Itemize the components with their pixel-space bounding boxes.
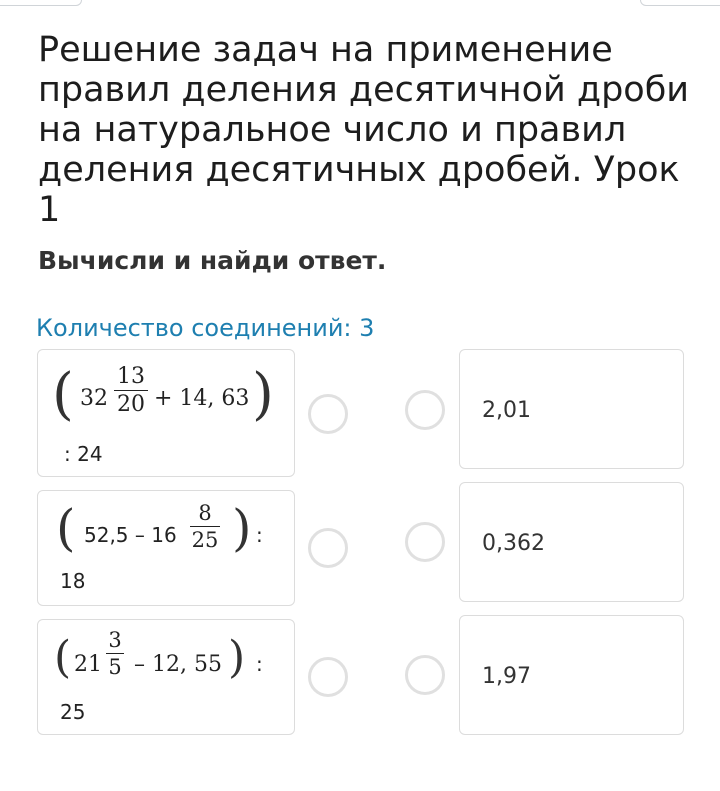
- expression-divisor: 18: [60, 569, 86, 593]
- fraction-numerator: 8: [198, 501, 212, 525]
- open-paren: (: [52, 362, 74, 427]
- open-paren: (: [56, 499, 76, 557]
- fraction-denominator: 25: [191, 528, 219, 552]
- fraction-bar: [190, 526, 220, 527]
- mixed-whole: 32: [80, 386, 108, 411]
- left-connector-3[interactable]: [308, 657, 348, 697]
- fraction: [190, 501, 220, 552]
- division-colon: :: [256, 523, 263, 547]
- answer-value: 1,97: [482, 664, 531, 689]
- fraction-bar: [106, 653, 124, 654]
- close-paren: ): [232, 499, 252, 557]
- division-colon: :: [256, 652, 263, 676]
- top-edge: [0, 0, 720, 8]
- answer-card-2[interactable]: [459, 482, 684, 602]
- expression-card-1[interactable]: [37, 349, 295, 477]
- left-connector-1[interactable]: [308, 394, 348, 434]
- connections-count: Количество соединений: 3: [36, 314, 375, 342]
- fraction-bar: [114, 390, 148, 391]
- answer-card-1[interactable]: [459, 349, 684, 469]
- fraction-numerator: 3: [108, 628, 122, 652]
- right-connector-3[interactable]: [405, 655, 445, 695]
- top-tab-left[interactable]: [0, 0, 82, 6]
- open-paren: (: [54, 632, 72, 683]
- fraction-denominator: 5: [108, 655, 122, 679]
- expression-prefix: 52,5 – 16: [84, 523, 177, 547]
- expression-divisor: : 24: [64, 442, 103, 466]
- close-paren: ): [228, 632, 246, 683]
- mixed-whole: 21: [74, 652, 102, 677]
- answer-value: 2,01: [482, 398, 531, 423]
- right-connector-1[interactable]: [405, 390, 445, 430]
- expression-divisor: 25: [60, 700, 86, 724]
- fraction-numerator: 13: [117, 364, 145, 389]
- right-connector-2[interactable]: [405, 522, 445, 562]
- expression-rest: – 12, 55: [134, 652, 222, 677]
- expression-card-3[interactable]: [37, 619, 295, 735]
- close-paren: ): [252, 362, 274, 427]
- expression-rest: + 14, 63: [154, 386, 250, 411]
- answer-value: 0,362: [482, 531, 545, 556]
- task-instruction: Вычисли и найди ответ.: [38, 246, 387, 275]
- lesson-title: Решение задач на применение правил деления десятичной дроби на натуральное число и правил деления десятичных дробей. Урок 1: [38, 30, 690, 230]
- expression-card-2[interactable]: [37, 490, 295, 606]
- top-tab-right[interactable]: [640, 0, 720, 6]
- left-connector-2[interactable]: [308, 528, 348, 568]
- fraction: [106, 628, 124, 679]
- answer-card-3[interactable]: [459, 615, 684, 735]
- fraction: [114, 364, 148, 417]
- fraction-denominator: 20: [117, 392, 145, 417]
